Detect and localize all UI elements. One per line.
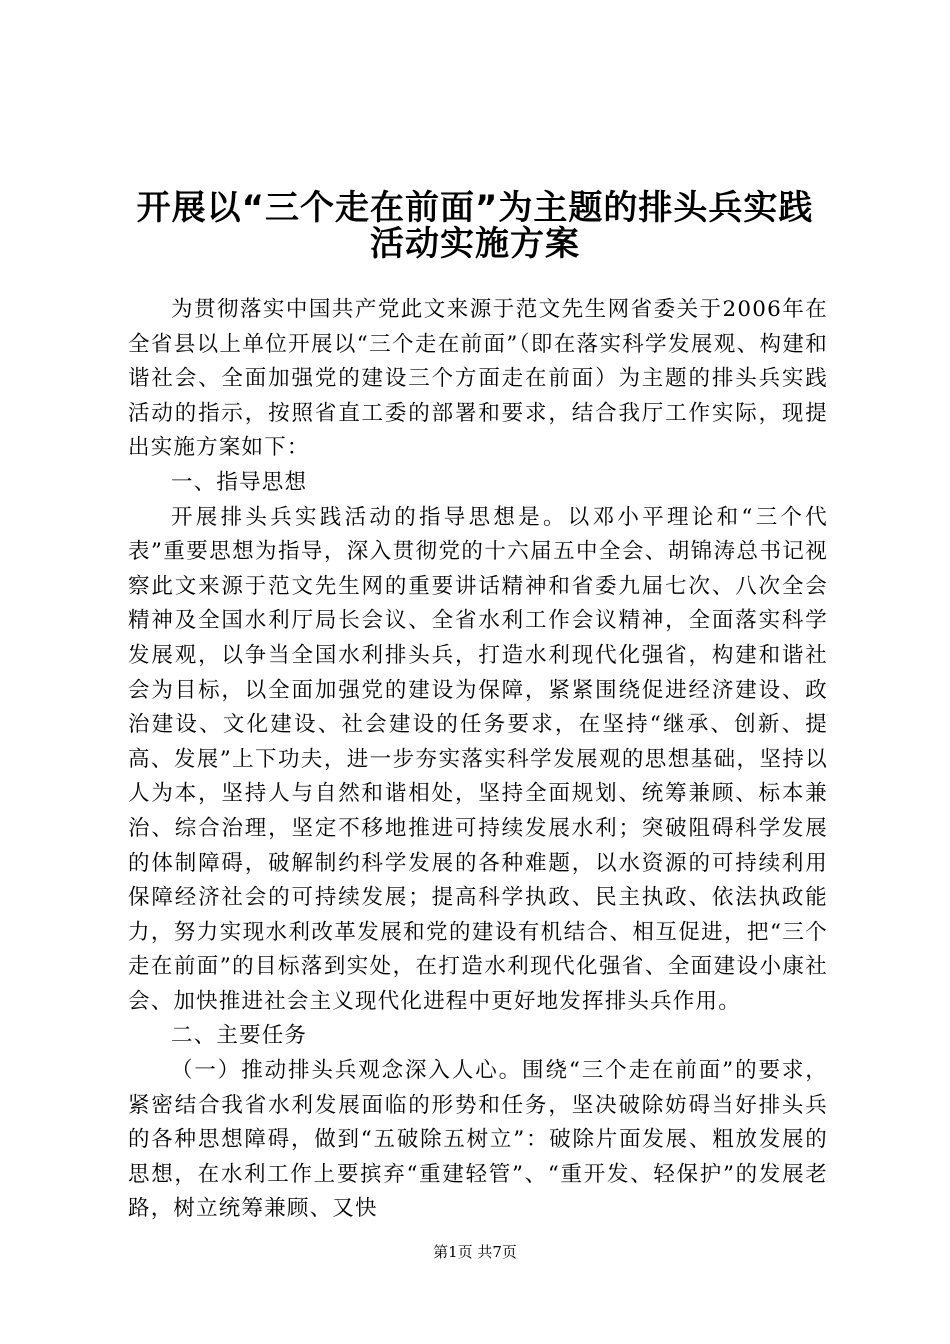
- main-tasks-paragraph: （一）推动排头兵观念深入人心。围绕“三个走在前面”的要求，紧密结合我省水利发展面临的形势和任务，坚决破除妨碍当好排头兵的各种思想障碍，做到“五破除五树立”：破除片面发展、粗放发展的思想，在水利工作上要摈弃“重建轻管”、“重开发、轻保护”的发展老路，树立统筹兼顾、又快: [128, 1058, 828, 1222]
- intro-paragraph: 为贯彻落实中国共产党此文来源于范文先生网省委关于2006年在全省县以上单位开展以“三个走在前面”（即在落实科学发展观、构建和谐社会、全面加强党的建设三个方面走在前面）为主题的排头兵实践活动的指示，按照省直工委的部署和要求，结合我厅工作实际，现提出实施方案如下：: [128, 297, 828, 461]
- section-heading-guiding-thought: 一、指导思想: [171, 469, 308, 495]
- document-title-line2: 活动实施方案: [370, 224, 580, 264]
- guiding-thought-paragraph: 开展排头兵实践活动的指导思想是。以邓小平理论和“三个代表”重要思想为指导，深入贯彻党的十六届五中全会、胡锦涛总书记视察此文来源于范文先生网的重要讲话精神和省委九届七次、八次全会精神及全国水利厅局长会议、全省水利工作会议精神，全面落实科学发展观，以争当全国水利排头兵，打造水利现代化强省，构建和谐社会为目标，以全面加强党的建设为保障，紧紧围绕促进经济建设、政治建设、文化建设、社会建设的任务要求，在坚持“继承、创新、提高、发展”上下功夫，进一步夯实落实科学发展观的思想基础，坚持以人为本，坚持人与自然和谐相处，坚持全面规划、统筹兼顾、标本兼治、综合治理，坚定不移地推进可持续发展水利；突破阻碍科学发展的体制障碍，破解制约科学发展的各种难题，以水资源的可持续利用保障经济社会的可持续发展；提高科学执政、民主执政、依法执政能力，努力实现水利改革发展和党的建设有机结合、相互促进，把“三个走在前面”的目标落到实处，在打造水利现代化强省、全面建设小康社会、加快推进社会主义现代化进程中更好地发挥排头兵作用。: [128, 504, 828, 1014]
- document-body: [128, 293, 828, 1227]
- page-indicator: 第1页 共7页: [433, 1243, 517, 1261]
- document-title-line1: 开展以“三个走在前面”为主题的排头兵实践: [136, 188, 814, 228]
- section-heading-main-tasks: 二、主要任务: [171, 1023, 308, 1049]
